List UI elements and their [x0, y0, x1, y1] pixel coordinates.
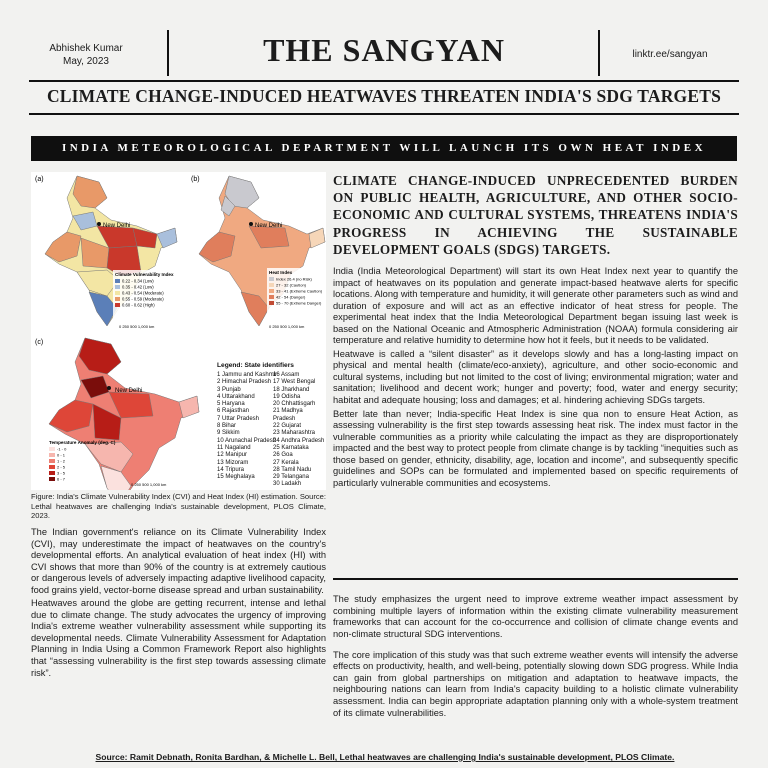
state-legend-item: 22 Gujarat [273, 423, 302, 430]
paragraph: Heatwave is called a “silent disaster” as it develops slowly and has a long-lasting impact on physical and mental health (climate/eco-anxiety), agriculture, and other socio-economic and cultural systems, including but not limited to the cost of living; environmental migration; water and sanitation; livelihood and decent work; hunger and poverty; food, water and energy security; habitat and adequate housing; loss and damages; et al. hindering achieving SDGs targets. [333, 348, 738, 406]
divider [598, 30, 600, 76]
state-legend-item: 30 Ladakh [273, 481, 302, 488]
paragraph: Better late than never; India-specific Heat Index is sine qua non to ensure Heat Action, as assessing vulnerability is the first step towards assessing heat risk. The index must factor in the vulnerable communities as a priority while calculating the impact as they are disproportionately impacted and the best way to protect people from climate change is by tackling “inequities such as those based on gender, ethnicity, disability, age, location and income”, and subsequently specific guidelines and SOPs can be formulated and implemented based on specific requirements of particularly vulnerable communities and ecosystems. [333, 408, 738, 488]
svg-text:1 - 2: 1 - 2 [57, 458, 66, 464]
panel-a-label: (a) [35, 176, 44, 183]
state-legend-item: 20 Chhattisgarh [273, 401, 316, 408]
svg-text:0.35 - 0.42 (Low): 0.35 - 0.42 (Low) [122, 284, 154, 290]
svg-text:2 - 5: 2 - 5 [57, 464, 66, 470]
state-legend-item: 18 Jharkhand [273, 386, 310, 393]
right-column [333, 266, 738, 491]
city-label: New Delhi [103, 223, 131, 229]
section-banner: INDIA METEOROLOGICAL DEPARTMENT WILL LAUNCH ITS OWN HEAT INDEX [31, 136, 737, 161]
state-legend-item: 7 Uttar Pradesh [217, 415, 260, 422]
scale-bar-label: 0 250 500 1,000 km [269, 324, 305, 329]
panel-c-label: (c) [35, 339, 44, 346]
paragraph: The core implication of this study was that such extreme weather events will intensify the adverse effects on productivity, health, and well-being, potentially slowing down SDG progress. While India can gain from global partnerships on mitigation and adaptation to heatwave impacts, the neighbouring nations can learn from India's capacity building to a holistic climate vulnerability assessment. India can begin appropriate adaptation planning only with a whole-system treatment of its climate vulnerabilities. [333, 649, 738, 718]
source-citation: Source: Ramit Debnath, Ronita Bardhan, & Michelle L. Bell, Lethal heatwaves are challenging India's sustainable development, PLOS Climate. [95, 752, 675, 762]
masthead: THE SANGYAN [263, 32, 505, 68]
cvi-legend-title: Climate Vulnerability Index [115, 272, 174, 277]
state-legend-item: 4 Uttarakhand [217, 393, 255, 400]
panel-b-label: (b) [191, 176, 200, 183]
state-legend-item: 17 West Bengal [273, 379, 316, 386]
scale-bar-label: 0 250 500 1,000 km [131, 482, 167, 487]
svg-text:27 - 32 (Caution): 27 - 32 (Caution) [276, 282, 307, 288]
state-legend-item: 9 Sikkim [217, 430, 240, 437]
scale-bar-label: 0 250 500 1,000 km [119, 324, 155, 329]
state-legend-item: 16 Assam [273, 372, 300, 378]
left-column [31, 527, 326, 681]
state-legend-item: 28 Tamil Nadu [273, 466, 312, 473]
svg-text:0.55 - 0.59 (Moderate): 0.55 - 0.59 (Moderate) [122, 296, 164, 302]
state-legend-item: 13 Mizoram [217, 459, 249, 466]
state-legend-item: 21 Madhya Pradesh [273, 408, 303, 422]
state-legend-item: 19 Odisha [273, 393, 301, 400]
state-legend-left [217, 372, 277, 481]
subheadline: CLIMATE CHANGE-INDUCED UNPRECEDENTED BURDEN ON PUBLIC HEALTH, AGRICULTURE, AND OTHER SOCIO-ECONOMIC AND CULTURAL SYSTEMS, THREATENS INDIA'S PROGRESS IN ACHIEVING THE SUSTAINABLE DEVELOPMENT GOALS (SDGS) TARGETS. [333, 173, 738, 257]
svg-text:0 - 1: 0 - 1 [57, 452, 66, 458]
city-label: New Delhi [115, 388, 143, 394]
state-legend-item: 25 Karnataka [273, 444, 309, 451]
city-label: New Delhi [255, 223, 283, 229]
paragraph: The Indian government's reliance on its Climate Vulnerability Index (CVI), may underestimate the impact of heatwaves on the country's developmental efforts. An analytical evaluation of heat index (HI) with CVI shows that more than 90% of the country is at extremely cautious or dangerous levels of adversely impacting adaptive livelihood capacity, food grains yield, vector-borne disease spread and urban sustainability. [31, 527, 326, 595]
state-legend-item: 2 Himachal Pradesh [217, 379, 272, 386]
rule [333, 578, 738, 580]
svg-text:3 - 5: 3 - 5 [57, 470, 66, 476]
hi-legend-title: Heat Index [269, 270, 293, 275]
state-legend-item: 29 Telangana [273, 474, 309, 481]
author-name: Abhishek Kumar [49, 43, 123, 54]
linktree-link[interactable]: linktr.ee/sangyan [632, 49, 708, 60]
headline: CLIMATE CHANGE-INDUCED HEATWAVES THREATEN INDIA'S SDG TARGETS [46, 86, 722, 106]
temp-legend [49, 447, 67, 482]
state-legend-right [273, 372, 326, 489]
state-legend-item: 8 Bihar [217, 423, 237, 430]
state-legend-item: 3 Punjab [217, 386, 241, 393]
state-legend-item: 23 Maharashtra [273, 430, 316, 437]
svg-text:55 - 70 (Extreme Danger): 55 - 70 (Extreme Danger) [276, 300, 322, 306]
author-block [30, 42, 142, 68]
temp-legend-title: Temperature Anomaly (deg. C) [49, 440, 116, 445]
right-column-lower [333, 585, 738, 728]
svg-text:33 - 41 (Extreme Caution): 33 - 41 (Extreme Caution) [276, 288, 323, 294]
state-legend-item: 24 Andhra Pradesh [273, 437, 325, 444]
rule [29, 80, 739, 82]
svg-text:6 - 7: 6 - 7 [57, 476, 66, 482]
svg-text:0.43 - 0.54 (Moderate): 0.43 - 0.54 (Moderate) [122, 290, 164, 296]
state-legend-item: 15 Meghalaya [217, 474, 255, 481]
state-legend-title: Legend: State identifiers [217, 362, 294, 369]
state-legend-item: 27 Kerala [273, 459, 299, 466]
state-legend-item: 5 Haryana [217, 401, 245, 408]
publish-date: May, 2023 [63, 56, 109, 67]
state-legend-item: 26 Goa [273, 452, 293, 459]
state-legend-item: 10 Arunachal Pradesh [217, 437, 277, 444]
svg-text:0.22 - 0.34 (Low): 0.22 - 0.34 (Low) [122, 278, 154, 284]
paragraph: India (India Meteorological Department) will start its own Heat Index next year to quantify the impact of heatwaves on its population and generate impact-based heatwave alerts for specific locations. Along with temperature and humidity, it will generate other parameters such as wind and duration of exposure and will act as an effective indicator of heat stress for people. The experimental heat index that the India Meteorological Department began issuing last week is based on the National Oceanic and Atmospheric Administration (NOAA) formula considering air temperature and relative humidity to determine how hot it feels, but it needs to be validated. [333, 266, 738, 346]
divider [167, 30, 169, 76]
state-legend-item: 11 Nagaland [217, 444, 251, 451]
paragraph: Heatwaves around the globe are getting recurrent, intense and lethal due to climate change. The study advocates the urgency of improving India's extreme weather vulnerability assessment while supporting its developmental needs. Climate Vulnerability Assessment for Adaptation Planning in India Using a Common Framework Report also highlights that “assessing vulnerability is the first step towards assessing climate risk”. [31, 598, 326, 678]
paragraph: The study emphasizes the urgent need to improve extreme weather impact assessment by combining multiple layers of information within the existing climate vulnerability measurement frameworks that can account for the co-occurrence and collision of climate change events and non-climate structural SDG interventions. [333, 594, 738, 639]
figure-caption: Figure: India's Climate Vulnerability Index (CVI) and Heat Index (HI) estimation. Source: Lethal heatwaves are challenging India's sustainable development, PLOS Climate, 2023. [31, 492, 326, 520]
state-legend-item: 1 Jammu and Kashmir [217, 372, 278, 378]
svg-text:42 - 54 (Danger): 42 - 54 (Danger) [276, 294, 306, 300]
svg-text:0.60 - 0.62 (High): 0.60 - 0.62 (High) [122, 302, 155, 308]
temperature-anomaly-map [49, 338, 199, 490]
state-legend-item: 12 Manipur [217, 452, 248, 459]
state-legend-item: 6 Rajasthan [217, 408, 250, 415]
state-legend-item: 14 Tripura [217, 466, 245, 473]
figure-maps [31, 172, 326, 490]
svg-text:Index 26.4 (no Risk): Index 26.4 (no Risk) [276, 276, 312, 282]
svg-text:-1 - 0: -1 - 0 [57, 446, 67, 452]
rule [29, 113, 739, 115]
